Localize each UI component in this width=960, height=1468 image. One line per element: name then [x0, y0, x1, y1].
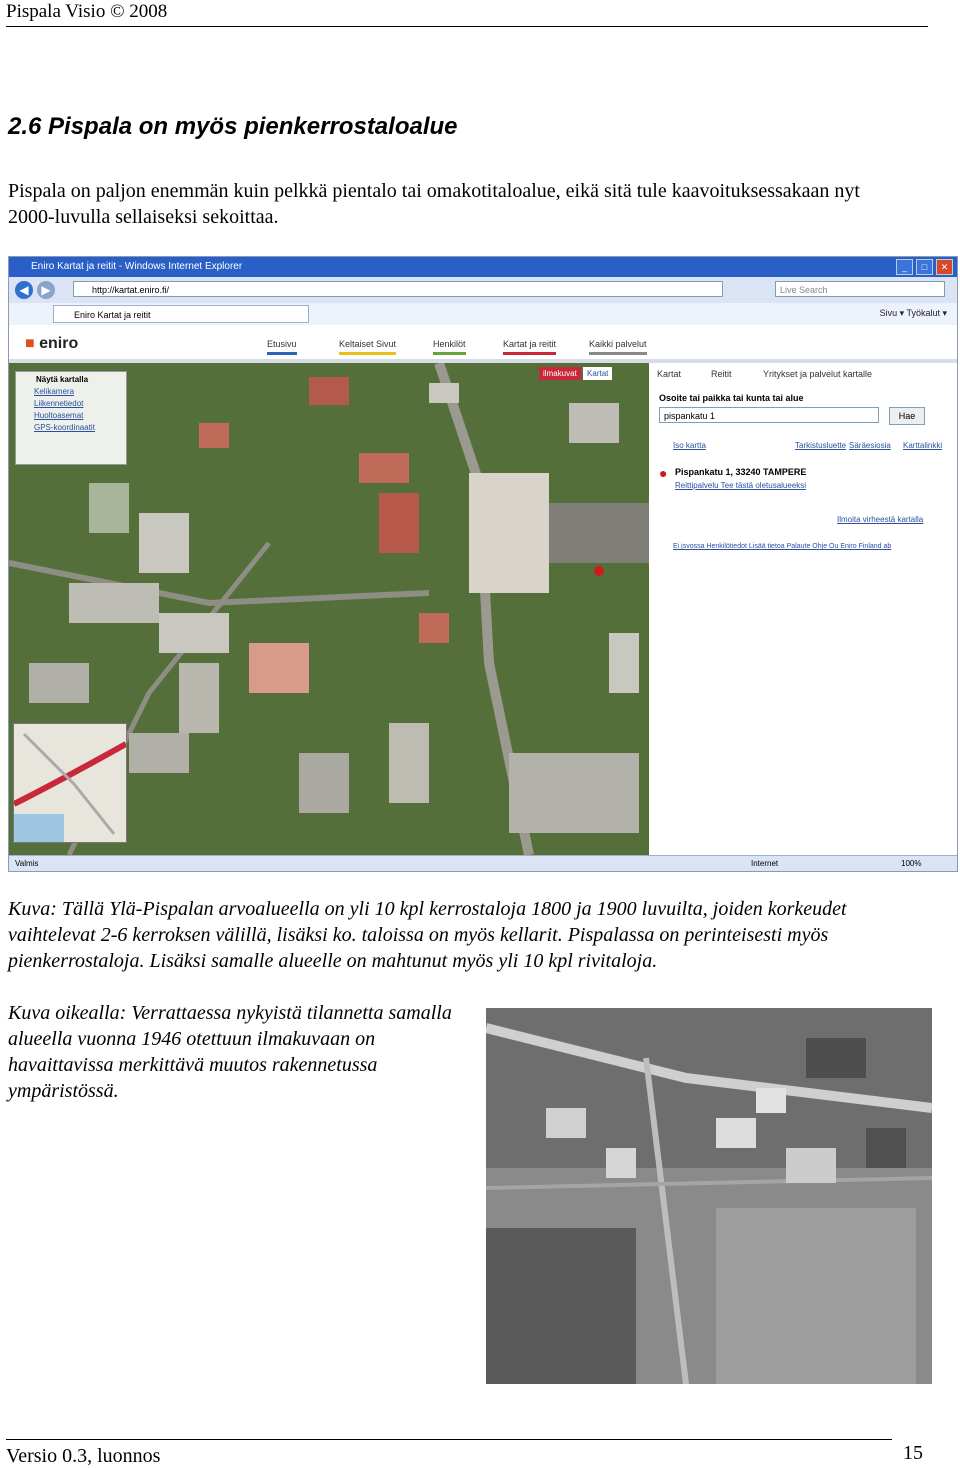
caption-right: Kuva oikealla: Verrattaessa nykyistä tilannetta samalla alueella vuonna 1946 otettuun ilmakuvaan on havaittavissa merkittävä muutos rakennetussa ympäristössä.: [8, 1002, 452, 1102]
panel-tab-yritykset[interactable]: Yritykset ja palvelut kartalle: [763, 369, 873, 379]
report-error-link[interactable]: Ilmoita virheestä kartalla: [837, 515, 924, 524]
minimap-image: [14, 724, 126, 842]
map-mode-toggle: [539, 369, 612, 378]
mode-kartat[interactable]: Kartat: [583, 367, 612, 380]
window-titlebar: [9, 257, 957, 277]
browser-tab[interactable]: Eniro Kartat ja reitit: [53, 305, 309, 323]
location-input[interactable]: pispankatu 1: [659, 407, 879, 423]
result-links[interactable]: Reittipalvelu Tee tästä oletusalueeksi: [675, 481, 807, 490]
link-tarkistus[interactable]: Tarkistusluette: [795, 441, 847, 450]
header-text: Pispala Visio © 2008: [6, 1, 168, 22]
panel-tab-kartat[interactable]: Kartat: [657, 369, 682, 379]
window-buttons: [896, 259, 953, 275]
site-navbar: [9, 325, 957, 363]
toolbar-menu[interactable]: Sivu ▾ Työkalut ▾: [879, 308, 947, 318]
page-number: 15: [903, 1442, 923, 1464]
status-zone: Internet: [751, 859, 779, 868]
status-bar: [9, 855, 957, 872]
tab-row: [9, 303, 957, 326]
map-layer-menu: [15, 371, 127, 465]
panel-tab-reitit[interactable]: Reitit: [711, 369, 732, 379]
address-bar-row: [9, 277, 957, 303]
section-heading: 2.6 Pispala on myös pienkerrostaloalue: [8, 113, 458, 140]
caption-main: Kuva: Tällä Ylä-Pispalan arvoalueella on yli 10 kpl kerrostaloja 1800 ja 1900 luvuilta, joiden korkeudet vaihtelevat 2-6 kerroksen välillä, lisäksi ko. taloissa on myös kellarit. Pispalassa on perinteisesti myös pienkerrostaloja. Lisäksi samalle alueelle on mahtunut myös yli 10 kpl rivitaloja.: [8, 898, 847, 972]
nav-etusivu[interactable]: Etusivu: [267, 339, 297, 355]
status-zoom[interactable]: 100%: [901, 859, 922, 868]
link-karttalinkki[interactable]: Karttalinkki: [903, 441, 943, 450]
page-header: [6, 0, 928, 27]
map-menu-title: Näytä kartalla: [36, 375, 89, 384]
logo-text: eniro: [39, 335, 79, 352]
link-iso-kartta[interactable]: Iso kartta: [673, 441, 706, 450]
maximize-icon[interactable]: □: [916, 259, 933, 275]
minimize-icon[interactable]: _: [896, 259, 913, 275]
search-label: Osoite tai paikka tai kunta tai alue: [659, 393, 804, 403]
address-input[interactable]: http://kartat.eniro.fi/: [73, 281, 723, 297]
browser-screenshot: [8, 256, 958, 872]
aerial-map[interactable]: [9, 363, 649, 855]
menu-huoltoasemat[interactable]: Huoltoasemat: [34, 411, 84, 420]
location-pin-icon: ●: [659, 465, 668, 481]
close-icon[interactable]: ✕: [936, 259, 953, 275]
version-text: Versio 0.3, luonnos: [6, 1445, 161, 1467]
aerial-1946-image: [486, 1008, 932, 1384]
status-left: Valmis: [15, 859, 39, 868]
back-icon[interactable]: ◀: [15, 281, 33, 299]
link-saraesio[interactable]: Säräesiosia: [849, 441, 891, 450]
nav-kaikki-palvelut[interactable]: Kaikki palvelut: [589, 339, 647, 355]
menu-liikennetiedot[interactable]: Liikennetiedot: [34, 399, 84, 408]
nav-keltaiset-sivut[interactable]: Keltaiset Sivut: [339, 339, 396, 355]
panel-footer-links[interactable]: Ei jsvossa Henkilötiedot Lisää tietoa Palaute Ohje Ou Eniro Finland ab: [673, 543, 892, 550]
mode-ilmakuvat[interactable]: ilmakuvat: [539, 367, 581, 380]
historical-aerial-photo: [486, 1008, 932, 1384]
intro-paragraph: Pispala on paljon enemmän kuin pelkkä pientalo tai omakotitaloalue, eikä sitä tule kaavoituksessakaan nyt 2000-luvulla sellaiseksi sekoittaa.: [8, 180, 860, 228]
menu-kelikamera[interactable]: Kelikamera: [34, 387, 75, 396]
result-title: Pispankatu 1, 33240 TAMPERE: [675, 467, 807, 477]
window-title: Eniro Kartat ja reitit - Windows Internet Explorer: [31, 261, 243, 272]
search-panel: [649, 363, 957, 855]
forward-icon[interactable]: ▶: [37, 281, 55, 299]
menu-gps-koordinaatit[interactable]: GPS-koordinaatit: [34, 423, 95, 432]
nav-kartat-ja-reitit[interactable]: Kartat ja reitit: [503, 339, 556, 355]
search-input[interactable]: Live Search: [775, 281, 945, 297]
nav-henkilot[interactable]: Henkilöt: [433, 339, 466, 355]
overview-minimap[interactable]: [13, 723, 127, 843]
page-footer: [6, 1439, 892, 1467]
search-button[interactable]: Hae: [889, 407, 925, 425]
eniro-logo: ■ eniro: [25, 335, 79, 352]
